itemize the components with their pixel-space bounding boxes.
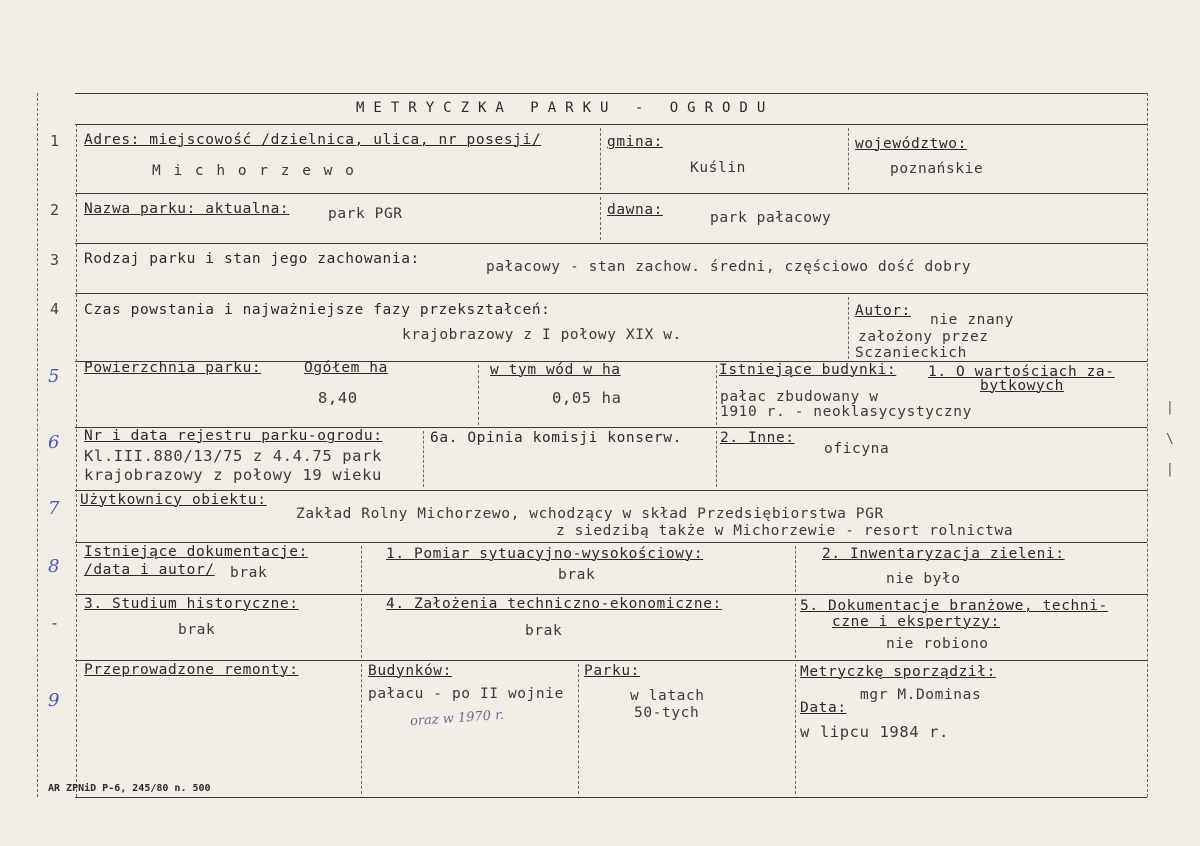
historic-buildings-label: 1. O wartościach za-: [928, 364, 1115, 380]
margin-mark: \: [1166, 432, 1174, 447]
divider-r8-a: [361, 546, 362, 592]
users-label: Użytkownicy obiektu:: [80, 492, 267, 508]
park-type-label: Rodzaj parku i stan jego zachowania:: [84, 251, 420, 267]
row-number-handwritten: 6: [48, 432, 60, 453]
period-label: Czas powstania i najważniejsze fazy przekształceń:: [84, 302, 551, 318]
area-label: Powierzchnia parku:: [84, 360, 262, 376]
docs-sublabel: /data i autor/: [84, 562, 215, 578]
date-label: Data:: [800, 700, 847, 716]
divider-r10-c: [795, 664, 796, 794]
gmina-label: gmina:: [607, 134, 663, 150]
rule-top: [75, 93, 1147, 94]
row-number: 4: [50, 300, 60, 318]
docs-label: Istniejące dokumentacje:: [84, 544, 308, 560]
margin-mark: |: [1166, 400, 1174, 415]
row-number-handwritten: 8: [48, 556, 60, 577]
inventory-label: 2. Inwentaryzacja zieleni:: [822, 546, 1065, 562]
former-name-label: dawna:: [607, 202, 663, 218]
divider-r5-b: [716, 365, 717, 425]
survey-label: 1. Pomiar sytuacyjno-wysokościowy:: [386, 546, 704, 562]
total-area-label: Ogółem ha: [304, 360, 388, 376]
row-number: 2: [50, 201, 60, 219]
inventory-value: nie było: [886, 571, 961, 587]
other-value: oficyna: [824, 441, 890, 457]
park-name-value: park PGR: [328, 206, 403, 222]
register-value-1: Kl.III.880/13/75 z 4.4.75 park: [84, 447, 382, 465]
rule-r7: [75, 542, 1147, 543]
printer-footer: AR ZPNiD P-6, 245/80 n. 500: [48, 783, 211, 794]
water-area-value: 0,05 ha: [552, 389, 622, 407]
rule-r6: [75, 490, 1147, 491]
buildings-repairs-note: oraz w 1970 r.: [409, 707, 505, 730]
period-value: krajobrazowy z I połowy XIX w.: [402, 327, 682, 343]
author-label: Autor:: [855, 303, 911, 319]
row-number: 1: [50, 132, 60, 150]
row-number: 3: [50, 251, 60, 269]
date-value: w lipcu 1984 r.: [800, 723, 949, 741]
docs-value: brak: [230, 565, 268, 581]
historic-buildings-label-2: bytkowych: [980, 378, 1064, 394]
rule-r8: [75, 594, 1147, 595]
row-number-handwritten: 5: [48, 366, 60, 387]
wojewodztwo-value: poznańskie: [890, 161, 984, 177]
divider-r10-b: [578, 664, 579, 794]
park-type-value: pałacowy - stan zachow. średni, częściowo dość dobry: [486, 259, 972, 275]
opinion-label: 6a. Opinia komisji konserw.: [430, 430, 682, 446]
row-number: -: [50, 614, 60, 632]
form-title: METRYCZKA PARKU - OGRODU: [356, 100, 775, 116]
prepared-by-label: Metryczkę sporządził:: [800, 664, 996, 680]
address-label: Adres: miejscowość /dzielnica, ulica, nr posesji/: [84, 132, 542, 148]
branch-docs-label-1: 5. Dokumentacje branżowe, techni-: [800, 598, 1108, 614]
wojewodztwo-label: województwo:: [855, 136, 967, 152]
divider-r6-a: [423, 431, 424, 487]
divider-r9-b: [795, 598, 796, 658]
repairs-label: Przeprowadzone remonty:: [84, 662, 299, 678]
existing-buildings-label: Istniejące budynki:: [719, 362, 897, 378]
buildings-repairs-label: Budynków:: [368, 663, 452, 679]
register-label: Nr i data rejestru parku-ogrodu:: [84, 428, 383, 444]
author-value-2: założony przez: [858, 329, 989, 345]
assumptions-label: 4. Założenia techniczno-ekonomiczne:: [386, 596, 722, 612]
survey-value: brak: [558, 567, 596, 583]
address-value: M i c h o r z e w o: [152, 163, 356, 179]
users-value-1: Zakład Rolny Michorzewo, wchodzący w skład Przedsiębiorstwa PGR: [296, 506, 884, 522]
buildings-repairs-value: pałacu - po II wojnie: [368, 686, 564, 702]
divider-r5-a: [478, 365, 479, 425]
study-value: brak: [178, 622, 216, 638]
park-repairs-value-2: 50-tych: [634, 705, 700, 721]
divider-r8-b: [795, 546, 796, 592]
total-area-value: 8,40: [318, 389, 358, 407]
gmina-value: Kuślin: [690, 160, 746, 176]
row-number-handwritten: 9: [48, 690, 60, 711]
water-area-label: w tym wód w ha: [490, 362, 621, 378]
divider-r1-b: [848, 128, 849, 190]
park-repairs-value-1: w latach: [630, 688, 705, 704]
branch-docs-label-2: czne i ekspertyzy:: [832, 614, 1000, 630]
author-value-3: Sczanieckich: [855, 345, 967, 361]
divider-r10-a: [361, 664, 362, 794]
right-margin: [1147, 93, 1148, 797]
park-name-label: Nazwa parku: aktualna:: [84, 201, 290, 217]
author-value-1: nie znany: [930, 312, 1014, 328]
prepared-by-value: mgr M.Dominas: [860, 687, 982, 703]
margin-mark: |: [1166, 462, 1174, 477]
rule-title: [75, 124, 1147, 125]
divider-r9-a: [361, 598, 362, 658]
rule-r9: [75, 660, 1147, 661]
other-label: 2. Inne:: [720, 430, 795, 446]
study-label: 3. Studium historyczne:: [84, 596, 299, 612]
branch-docs-value: nie robiono: [886, 636, 989, 652]
divider-r6-b: [716, 431, 717, 487]
divider-r2: [600, 197, 601, 240]
row-number-handwritten: 7: [48, 498, 60, 519]
rule-bottom: [75, 797, 1147, 798]
rule-r1: [75, 193, 1147, 194]
divider-r1-a: [600, 128, 601, 190]
rule-r3: [75, 293, 1147, 294]
buildings-value-1: pałac zbudowany w: [720, 389, 879, 405]
divider-r4: [848, 297, 849, 359]
left-margin: [37, 93, 38, 797]
rule-r2: [75, 243, 1147, 244]
assumptions-value: brak: [525, 623, 563, 639]
register-value-2: krajobrazowy z połowy 19 wieku: [84, 466, 382, 484]
left-divider: [76, 124, 77, 797]
users-value-2: z siedzibą także w Michorzewie - resort rolnictwa: [556, 523, 1014, 539]
park-repairs-label: Parku:: [584, 663, 640, 679]
buildings-value-2: 1910 r. - neoklasycystyczny: [720, 404, 972, 420]
former-name-value: park pałacowy: [710, 210, 832, 226]
